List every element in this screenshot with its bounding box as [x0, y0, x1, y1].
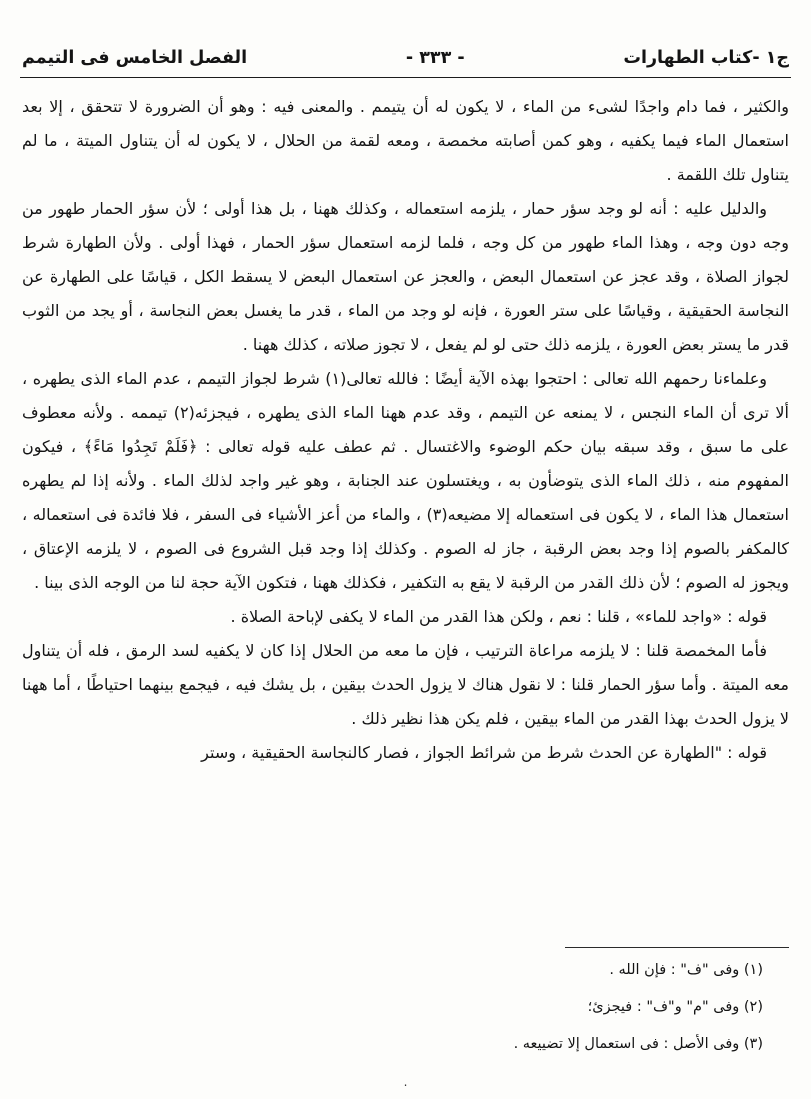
- footnotes-list: [22, 952, 789, 1063]
- page-bottom-mark: .: [403, 1075, 408, 1089]
- footnote-divider: [565, 947, 789, 948]
- body-paragraph: قوله : «واجد للماء» ، قلنا : نعم ، ولكن هذا القدر من الماء لا يكفى لإباحة الصلاة .: [230, 607, 767, 626]
- footnote-item: (٣) وفى الأصل : فى استعمال إلا تضييعه .: [513, 1036, 763, 1052]
- footnote-item: (١) وفى "ف" : فإن الله .: [609, 962, 763, 978]
- body-paragraph: فأما المخمصة قلنا : لا يلزمه مراعاة الترتيب ، فإن ما معه من الحلال إذا كان لا يكفيه لسد الرمق ، فله أن يتناول معه الميتة . وأما سؤر الحمار قلنا : لا نقول هناك لا يزول الحدث بيقين ، بل يشك فيه ، فيجمع بينهما احتياطًا ، أما ههنا لا يزول الحدث بهذا القدر من الماء بيقين ، فلم يكن هذا نظير ذلك .: [22, 641, 789, 728]
- footnotes-section: [22, 947, 789, 1063]
- body-paragraph: والدليل عليه : أنه لو وجد سؤر حمار ، يلزمه استعماله ، وكذلك ههنا ، بل هذا أولى ؛ لأن سؤر الحمار طهور من وجه دون وجه ، وهذا الماء طهور من كل وجه ، فلما لزمه استعمال سؤر الحمار ، فهذا أولى . ولأن الطهارة شرط لجواز الصلاة ، وقد عجز عن استعمال البعض ، والعجز عن استعمال البعض لا يسقط الكل ، قياسًا على الطهارة عن النجاسة الحقيقية ، وقياسًا على ستر العورة ، فإنه لو وجد من الماء ، قدر ما يغسل بعض النجاسة ، أو يجد من الثوب قدر ما يستر بعض العورة ، يلزمه ذلك حتى لو لم يفعل ، لا تجوز صلاته ، كذلك ههنا .: [22, 199, 789, 354]
- body-paragraph: والكثير ، فما دام واجدًا لشىء من الماء ، لا يكون له أن يتيمم . والمعنى فيه : وهو أن الضرورة لا تتحقق ، إلا بعد استعمال الماء فيما يكفيه ، وهو كمن أصابته مخمصة ، ومعه لقمة من الحلال ، لا يكون له أن يتناول الميتة ، ما لم يتناول تلك اللقمة .: [22, 97, 789, 184]
- body-paragraph: قوله : "الطهارة عن الحدث شرط من شرائط الجواز ، فصار كالنجاسة الحقيقية ، وستر: [201, 743, 767, 762]
- footnote-item: (٢) وفى "م" و"ف" : فيجزئ؛: [587, 999, 763, 1015]
- header-chapter-title: الفصل الخامس فى التيمم: [22, 48, 248, 68]
- page-header: [0, 0, 811, 68]
- page-body-text: [0, 78, 811, 770]
- header-page-number: - ٣٣٣ -: [405, 48, 465, 68]
- body-paragraph: وعلماءنا رحمهم الله تعالى : احتجوا بهذه الآية أيضًا : فالله تعالى(١) شرط لجواز التيمم ، عدم الماء الذى يطهره ، ألا ترى أن الماء النجس ، لا يمنعه عن التيمم ، وقد عدم ههنا الماء الذى يطهره ، فيجزئه(٢) تيممه . ولأنه معطوف على ما سبق ، وقد سبقه بيان حكم الوضوء والاغتسال . ثم عطف عليه قوله تعالى : ﴿فَلَمْ تَجِدُوا مَاءً﴾ ، فيكون المفهوم منه ، ذلك الماء الذى يتوضأون به ، ويغتسلون عند الجنابة ، وهو غير واجد لذلك الماء . ولأنه إذا لم يطهره استعمال هذا الماء ، لا يكون فى استعماله إلا مضيعه(٣) ، والماء من أعز الأشياء فى السفر ، فلا فائدة فى استعماله ، كالمكفر بالصوم إذا وجد بعض الرقبة ، جاز له الصوم . وكذلك إذا وجد قبل الشروع فى الصوم ، لا يلزمه الإعتاق ، ويجوز له الصوم ؛ لأن ذلك القدر من الرقبة لا يقع به التكفير ، فكذلك ههنا ، فتكون الآية حجة لنا من الوجه الذى بينا .: [22, 369, 790, 592]
- header-volume-book-title: ج١ -كتاب الطهارات: [623, 48, 789, 68]
